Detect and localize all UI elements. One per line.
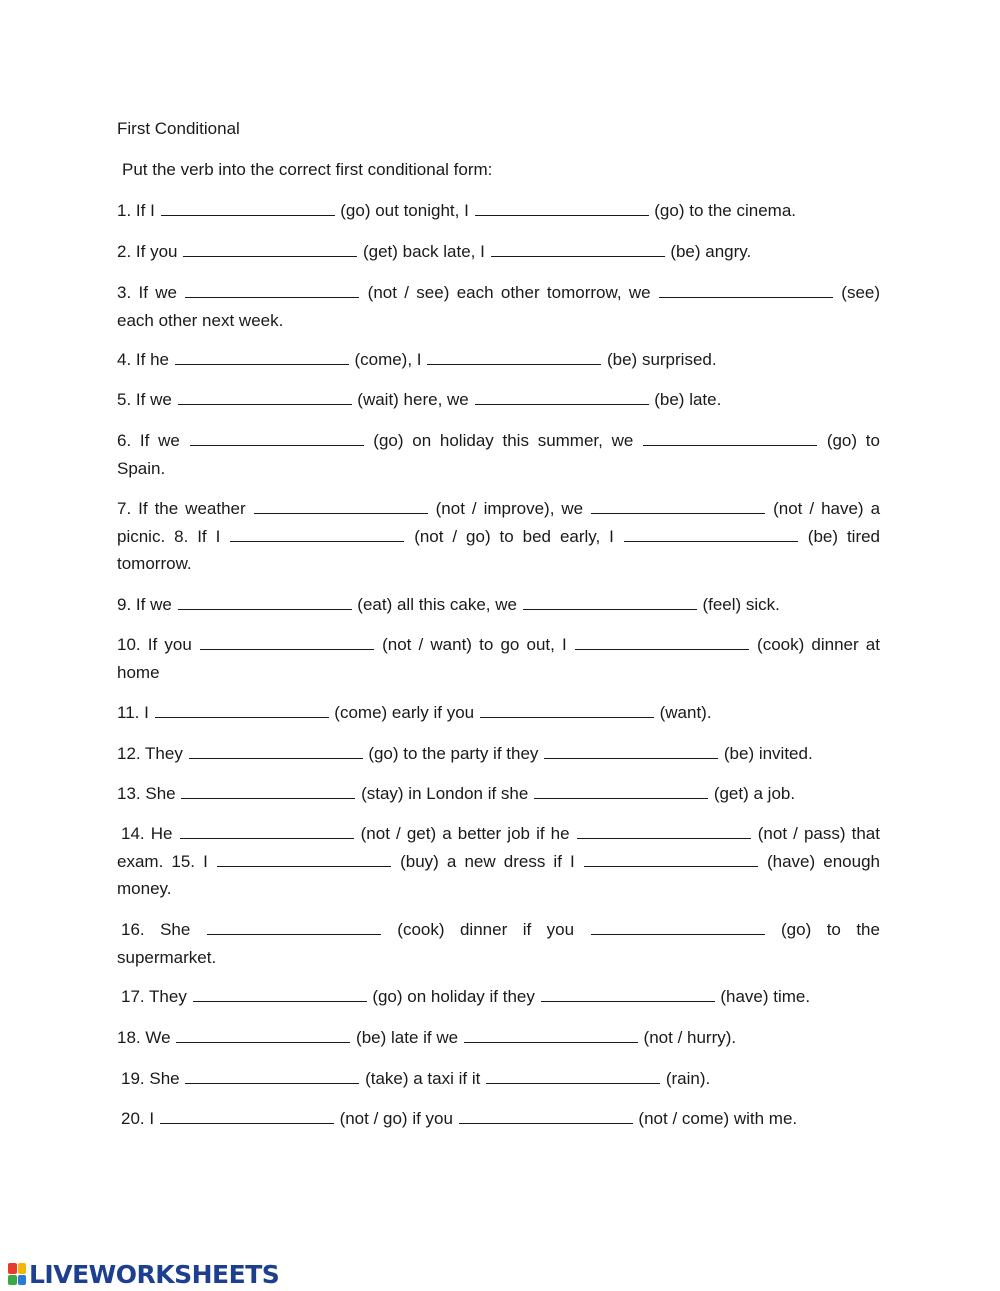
- question-line: [117, 495, 880, 523]
- question-text: (wait) here, we: [357, 390, 469, 409]
- question-text: tomorrow.: [117, 554, 192, 573]
- answer-blank[interactable]: [491, 242, 665, 257]
- question-12: [117, 780, 880, 808]
- question-text: (be) late.: [654, 390, 722, 409]
- question-13: [117, 820, 880, 903]
- question-18: [117, 1105, 880, 1133]
- question-text: exam. 15. I: [117, 851, 208, 871]
- question-text: (rain).: [665, 1069, 711, 1088]
- question-line: [117, 427, 880, 455]
- question-line: [117, 740, 880, 768]
- question-line: [117, 550, 880, 578]
- answer-blank[interactable]: [534, 784, 708, 799]
- answer-blank[interactable]: [459, 1109, 633, 1124]
- question-text: (go) on holiday if they: [372, 987, 535, 1006]
- answer-blank[interactable]: [544, 744, 718, 759]
- question-5: [117, 386, 880, 414]
- question-text: (go) to the cinema.: [654, 201, 797, 220]
- question-2: [117, 238, 880, 266]
- question-line: [117, 983, 880, 1011]
- question-text: (not / hurry).: [643, 1028, 737, 1047]
- question-text: home: [117, 662, 160, 682]
- question-line: [117, 916, 880, 944]
- worksheet-instruction: Put the verb into the correct first conditional form:: [122, 160, 493, 179]
- question-6: [117, 427, 880, 482]
- answer-blank[interactable]: [160, 1109, 334, 1124]
- question-line: [117, 279, 880, 307]
- question-text: (see): [841, 283, 881, 302]
- question-9: [117, 631, 880, 686]
- question-16: [117, 1024, 880, 1052]
- question-text: (go) out tonight, I: [340, 201, 469, 220]
- question-11: [117, 740, 880, 768]
- answer-blank[interactable]: [155, 703, 329, 718]
- answer-blank[interactable]: [427, 350, 601, 365]
- question-8: [117, 591, 880, 619]
- answer-blank[interactable]: [180, 824, 354, 839]
- question-text: supermarket.: [117, 947, 217, 967]
- question-text: 10. If you: [117, 635, 192, 654]
- answer-blank[interactable]: [643, 431, 817, 446]
- answer-blank[interactable]: [591, 499, 765, 514]
- question-text: (not / come) with me.: [638, 1109, 798, 1128]
- answer-blank[interactable]: [185, 1069, 359, 1084]
- answer-blank[interactable]: [464, 1028, 638, 1043]
- question-text: (take) a taxi if it: [365, 1069, 481, 1088]
- question-text: 7. If the weather: [117, 499, 246, 518]
- question-14: [117, 916, 880, 971]
- question-text: (have) enough: [766, 851, 880, 871]
- answer-blank[interactable]: [200, 635, 374, 650]
- answer-blank[interactable]: [230, 527, 404, 542]
- question-line: [117, 659, 880, 687]
- worksheet-title: First Conditional: [117, 119, 240, 138]
- question-text: (be) angry.: [670, 242, 752, 261]
- question-line: [117, 820, 880, 848]
- question-text: (cook) dinner at: [757, 635, 880, 654]
- question-text: (be) tired: [807, 526, 881, 546]
- question-text: 4. If he: [117, 350, 169, 369]
- question-line: [117, 875, 880, 903]
- question-3: [117, 279, 880, 334]
- question-line: [117, 197, 880, 225]
- answer-blank[interactable]: [659, 283, 833, 298]
- answer-blank[interactable]: [480, 703, 654, 718]
- question-line: [117, 1105, 880, 1133]
- question-line: [117, 631, 880, 659]
- liveworksheets-logo: [8, 1258, 279, 1290]
- question-text: 19. She: [121, 1069, 180, 1088]
- question-text: 9. If we: [117, 595, 172, 614]
- question-text: Spain.: [117, 458, 166, 478]
- question-text: (go) to: [826, 431, 880, 450]
- answer-blank[interactable]: [475, 390, 649, 405]
- question-text: (not / want) to go out, I: [382, 635, 567, 654]
- answer-blank[interactable]: [189, 744, 363, 759]
- answer-blank[interactable]: [475, 201, 649, 216]
- answer-blank[interactable]: [175, 350, 349, 365]
- question-text: (go) to the: [781, 920, 880, 939]
- answer-blank[interactable]: [577, 824, 751, 839]
- logo-text: LIVEWORKSHEETS: [29, 1259, 280, 1289]
- question-line: [117, 346, 880, 374]
- question-line: [117, 1065, 880, 1093]
- answer-blank[interactable]: [217, 852, 391, 867]
- question-text: (cook) dinner if you: [397, 920, 575, 939]
- question-text: 5. If we: [117, 390, 172, 409]
- question-line: [117, 1024, 880, 1052]
- question-text: (go) on holiday this summer, we: [373, 431, 634, 450]
- question-text: picnic. 8. If I: [117, 526, 221, 546]
- question-text: 17. They: [121, 987, 187, 1006]
- question-text: (eat) all this cake, we: [357, 595, 517, 614]
- question-text: (not / go) to bed early, I: [414, 526, 614, 546]
- question-text: (come), I: [354, 350, 422, 369]
- answer-blank[interactable]: [181, 784, 355, 799]
- question-text: 18. We: [117, 1028, 171, 1047]
- answer-blank[interactable]: [486, 1069, 660, 1084]
- question-line: [117, 523, 880, 551]
- question-line: [117, 848, 880, 876]
- answer-blank[interactable]: [190, 431, 364, 446]
- question-text: (not / have) a: [773, 499, 881, 518]
- question-text: (not / improve), we: [435, 499, 584, 518]
- question-10: [117, 699, 880, 727]
- answer-blank[interactable]: [161, 201, 335, 216]
- question-text: each other next week.: [117, 310, 284, 330]
- question-line: [117, 944, 880, 972]
- answer-blank[interactable]: [185, 283, 359, 298]
- question-text: (go) to the party if they: [368, 744, 539, 763]
- question-line: [117, 386, 880, 414]
- question-text: 13. She: [117, 784, 176, 803]
- question-line: [117, 699, 880, 727]
- answer-blank[interactable]: [575, 635, 749, 650]
- question-1: [117, 197, 880, 225]
- question-text: (be) invited.: [723, 744, 813, 763]
- logo-mark-icon: [8, 1263, 26, 1285]
- question-text: (have) time.: [720, 987, 811, 1006]
- answer-blank[interactable]: [207, 920, 381, 935]
- answer-blank[interactable]: [176, 1028, 350, 1043]
- question-line: [117, 307, 880, 335]
- question-17: [117, 1065, 880, 1093]
- answer-blank[interactable]: [178, 595, 352, 610]
- question-text: (buy) a new dress if I: [400, 851, 575, 871]
- question-text: 20. I: [121, 1109, 155, 1128]
- question-text: (not / see) each other tomorrow, we: [367, 283, 651, 302]
- answer-blank[interactable]: [584, 852, 758, 867]
- question-text: (not / pass) that: [757, 824, 880, 843]
- answer-blank[interactable]: [624, 527, 798, 542]
- answer-blank[interactable]: [183, 242, 357, 257]
- question-text: (feel) sick.: [702, 595, 780, 614]
- question-text: 6. If we: [117, 431, 180, 450]
- question-text: (not / get) a better job if he: [360, 824, 570, 843]
- answer-blank[interactable]: [591, 920, 765, 935]
- answer-blank[interactable]: [254, 499, 428, 514]
- question-text: (stay) in London if she: [361, 784, 529, 803]
- question-text: 11. I: [117, 703, 149, 722]
- answer-blank[interactable]: [541, 987, 715, 1002]
- question-text: (want).: [659, 703, 712, 722]
- question-text: (get) back late, I: [362, 242, 485, 261]
- question-text: 2. If you: [117, 242, 178, 261]
- question-text: (be) late if we: [356, 1028, 459, 1047]
- question-text: 12. They: [117, 744, 183, 763]
- question-text: (get) a job.: [713, 784, 796, 803]
- question-4: [117, 346, 880, 374]
- question-text: 1. If I: [117, 201, 155, 220]
- question-line: [117, 591, 880, 619]
- answer-blank[interactable]: [523, 595, 697, 610]
- answer-blank[interactable]: [178, 390, 352, 405]
- question-line: [117, 780, 880, 808]
- question-text: (come) early if you: [334, 703, 475, 722]
- question-line: [117, 455, 880, 483]
- question-line: [117, 238, 880, 266]
- question-7: [117, 495, 880, 578]
- answer-blank[interactable]: [193, 987, 367, 1002]
- question-text: 3. If we: [117, 283, 177, 302]
- question-text: 14. He: [121, 824, 173, 843]
- question-text: (not / go) if you: [339, 1109, 453, 1128]
- question-15: [117, 983, 880, 1011]
- question-text: 16. She: [121, 920, 191, 939]
- question-text: money.: [117, 879, 172, 898]
- question-text: (be) surprised.: [606, 350, 717, 369]
